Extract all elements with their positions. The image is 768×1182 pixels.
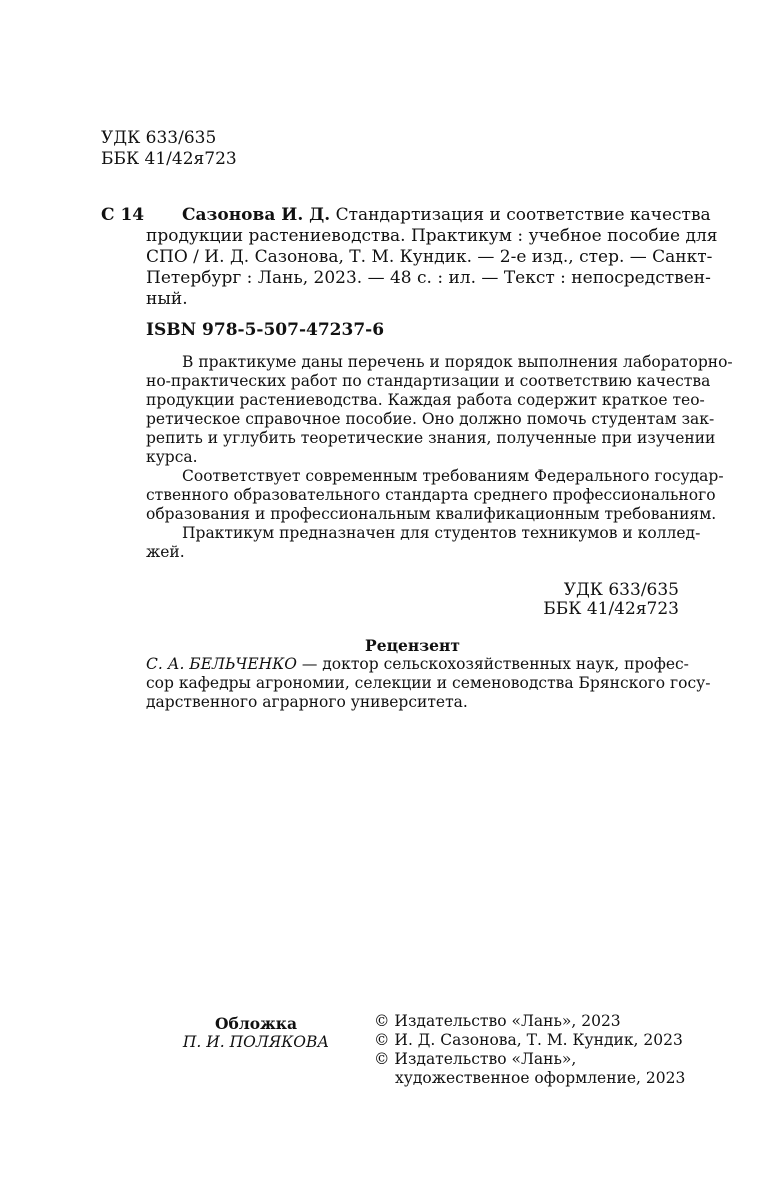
abstract-line-8: ственного образовательного стандарта среднего профессионального [146,486,716,504]
reviewer-line-1 [146,655,689,674]
udk-code-right: УДК 633/635 [563,580,679,600]
udk-code: УДК 633/635 [101,128,217,148]
bibliographic-entry-line-1 [182,205,711,225]
cover-label: Обложка [215,1014,297,1033]
reviewer-heading: Рецензент [365,636,460,655]
bibliographic-entry-line-3: СПО / И. Д. Сазонова, Т. М. Кундик. — 2-е изд., стер. — Санкт- [146,247,713,267]
abstract-line-4: ретическое справочное пособие. Оно должно помочь студентам зак- [146,410,715,428]
abstract-line-11: жей. [146,543,185,561]
abstract-line-1: В практикуме даны перечень и порядок выполнения лабораторно- [182,353,733,371]
copyright-design-publisher: © Издательство «Лань», [374,1050,577,1068]
cover-artist: П. И. ПОЛЯКОВА [182,1033,330,1051]
abstract-line-7: Соответствует современным требованиям Федерального государ- [182,467,724,485]
bibliographic-entry-line-4: Петербург : Лань, 2023. — 48 с. : ил. — Текст : непосредствен- [146,268,711,288]
author-name: Сазонова И. Д. [182,205,331,225]
copyright-publisher: © Издательство «Лань», 2023 [374,1012,621,1030]
author-mark: С 14 [101,205,145,225]
entry-title-start: Стандартизация и соответствие качества [330,205,711,225]
isbn: ISBN 978-5-507-47237-6 [146,320,385,340]
reviewer-line-3: дарственного аграрного университета. [146,693,468,711]
abstract-line-2: но-практических работ по стандартизации и соответствию качества [146,372,711,390]
reviewer-name: С. А. БЕЛЬЧЕНКО [146,655,297,673]
abstract-line-5: репить и углубить теоретические знания, полученные при изучении [146,429,716,447]
abstract-line-10: Практикум предназначен для студентов техникумов и коллед- [182,524,701,542]
bbk-code: ББК 41/42я723 [101,149,237,169]
abstract-line-9: образования и профессиональным квалификационным требованиям. [146,505,717,523]
bibliographic-entry-line-5: ный. [146,289,188,309]
abstract-line-6: курса. [146,448,198,466]
copyright-design-line: художественное оформление, 2023 [395,1069,686,1087]
reviewer-line-2: сор кафедры агрономии, селекции и семеноводства Брянского госу- [146,674,711,692]
bibliographic-entry-line-2: продукции растениеводства. Практикум : учебное пособие для [146,226,718,246]
reviewer-description-start: — доктор сельскохозяйственных наук, профес- [296,655,689,673]
bbk-code-right: ББК 41/42я723 [543,599,679,619]
abstract-line-3: продукции растениеводства. Каждая работа содержит краткое тео- [146,391,705,409]
copyright-authors: © И. Д. Сазонова, Т. М. Кундик, 2023 [374,1031,683,1049]
